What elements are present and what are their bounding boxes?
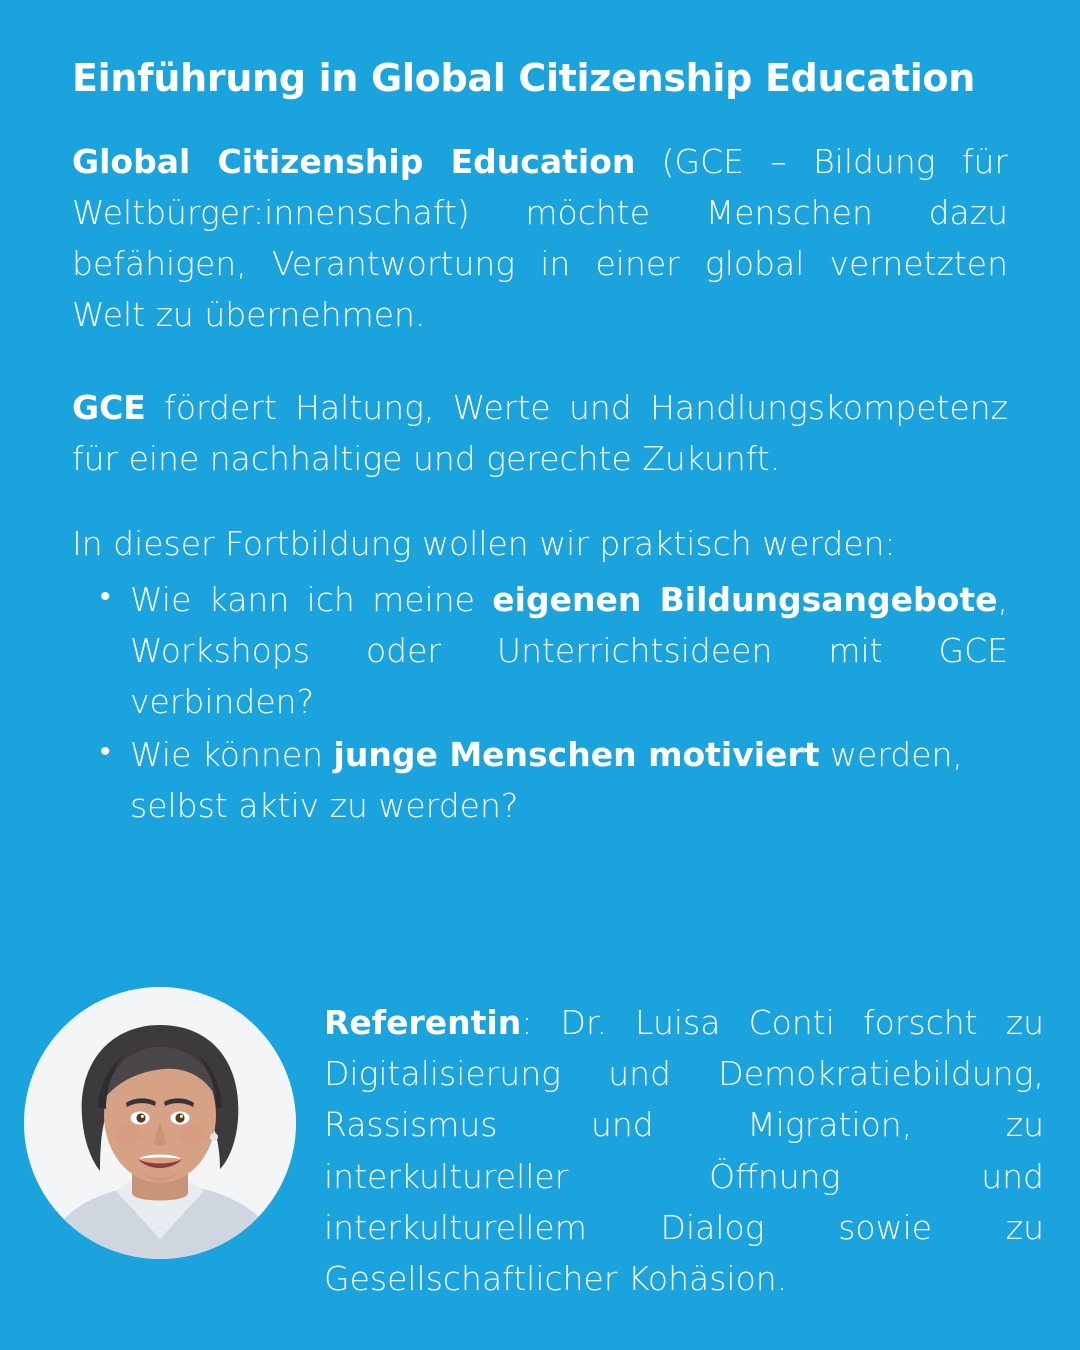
paragraph-lead-term: Global Citizenship Education bbox=[72, 141, 636, 181]
bullet-text-part1: Wie kann ich meine bbox=[130, 579, 493, 619]
list-item bbox=[130, 574, 1008, 727]
bullet-text-part2: werden, selbst aktiv zu werden? bbox=[130, 735, 963, 826]
bullet-list bbox=[72, 574, 1008, 832]
speaker-bio-text: : Dr. Luisa Conti forscht zu Digitalisierung und Demokratiebildung, Rassismus und Migration, zu interkultureller Öffnung und interkulturellem Dialog sowie zu Gesellschaftlicher Kohäsion. bbox=[324, 1003, 1044, 1298]
speaker-label: Referentin bbox=[324, 1003, 522, 1043]
bullet-text-bold: junge Menschen motiviert bbox=[333, 735, 820, 774]
speaker-bio bbox=[324, 987, 1044, 1304]
paragraph-body: fördert Haltung, Werte und Handlungskompetenz für eine nachhaltige und gerechte Zukunft. bbox=[72, 388, 1008, 479]
bullet-text-bold: eigenen Bildungsangebote bbox=[492, 579, 998, 619]
paragraph-lead-term: GCE bbox=[72, 388, 146, 428]
avatar bbox=[24, 987, 296, 1259]
bullets-intro-line: In dieser Fortbildung wollen wir praktisch werden: bbox=[72, 524, 896, 564]
bullet-text-part1: Wie können bbox=[130, 735, 334, 774]
bullet-text-part2: , Workshops oder Unterrichtsideen mit GCE verbinden? bbox=[130, 579, 1009, 721]
paragraph-gce-goals bbox=[72, 382, 1008, 484]
list-item bbox=[130, 729, 1008, 831]
page-title: Einführung in Global Citizenship Education bbox=[72, 56, 975, 100]
paragraph-gce-definition bbox=[72, 136, 1008, 341]
speaker-section bbox=[0, 987, 1080, 1304]
paragraph-body: (GCE – Bildung für Weltbürger:innenschaft) möchte Menschen dazu befähigen, Verantwortung in einer global vernetzten Welt zu übernehmen. bbox=[72, 141, 1008, 335]
